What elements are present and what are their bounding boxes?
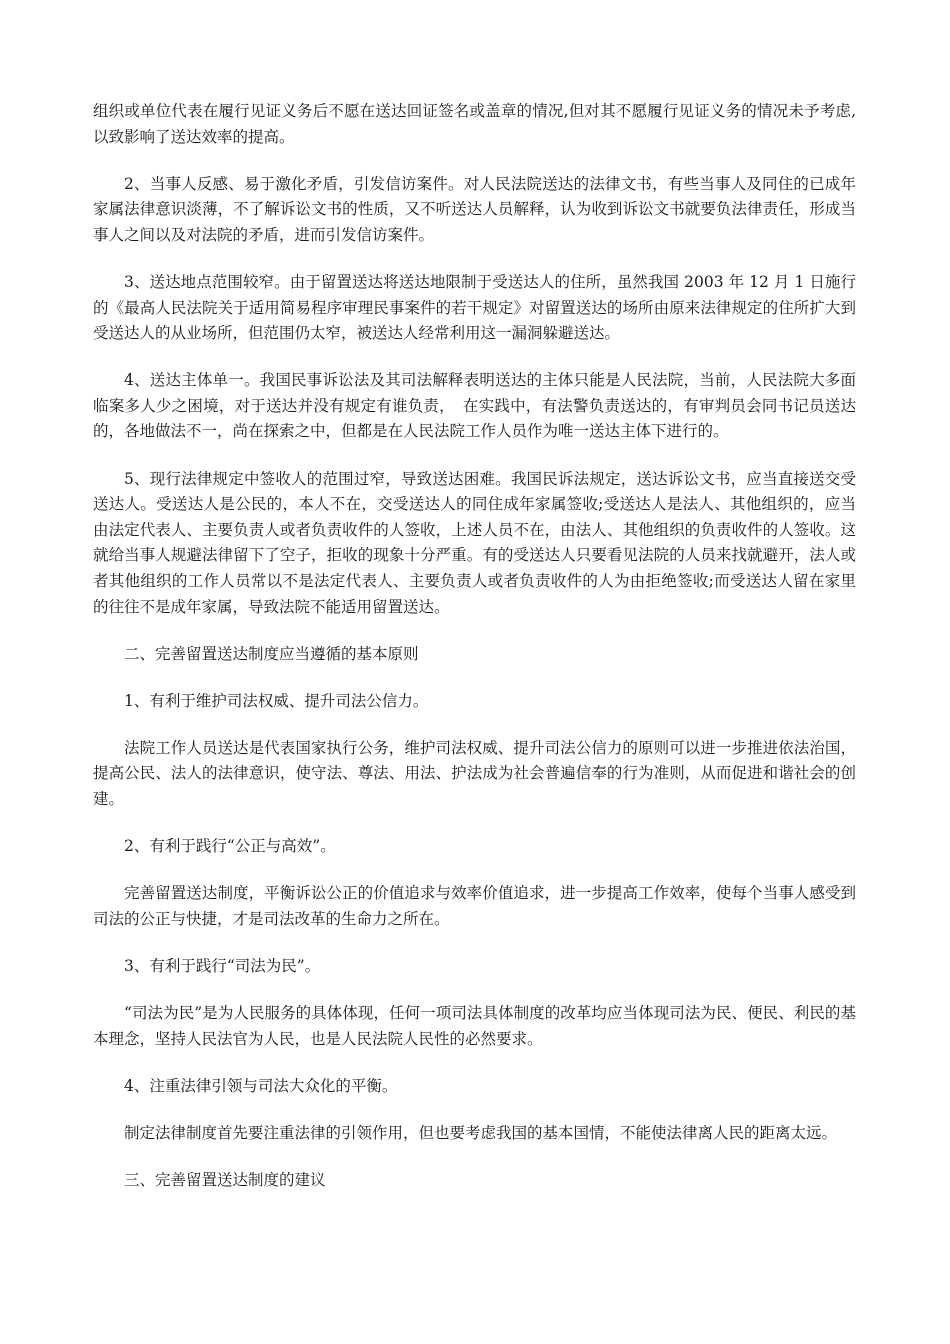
paragraph-point-5-signee: 5、现行法律规定中签收人的范围过窄，导致送达困难。我国民诉法规定，送达诉讼文书，应当直接送交受送达人。受送达人是公民的，本人不在，交受送达人的同住成年家属签收;受送达人是法人、其他组织的，应当由法定代表人、主要负责人或者负责收件的人签收，上述人员不在，由法人、其他组织的负责收件的人签收。这就给当事人规避法律留下了空子，拒收的现象十分严重。有的受送达人只要看见法院的人员来找就避开，法人或者其他组织的工作人员常以不是法定代表人、主要负责人或者负责收件的人为由拒绝签收;而受送达人留在家里的往往不是成年家属，导致法院不能适用留置送达。 — [93, 469, 856, 616]
document-page — [93, 99, 856, 1215]
principle-body-3: “司法为民”是为人民服务的具体体现，任何一项司法具体制度的改革均应当体现司法为民、便民、利民的基本理念，坚持人民法官为人民，也是人民法院人民性的必然要求。 — [93, 1003, 856, 1048]
paragraph-point-2-conflict: 2、当事人反感、易于激化矛盾，引发信访案件。对人民法院送达的法律文书，有些当事人及同住的已成年家属法律意识淡薄，不了解诉讼文书的性质，又不听送达人员解释，认为收到诉讼文书就要负法律责任，形成当事人之间以及对法院的矛盾，进而引发信访案件。 — [93, 174, 856, 244]
section-heading-suggestions: 三、完善留置送达制度的建议 — [124, 1170, 326, 1189]
principle-body-4: 制定法律制度首先要注重法律的引领作用，但也要考虑我国的基本国情，不能使法律离人民的距离太远。 — [124, 1123, 838, 1142]
paragraph-continuation: 组织或单位代表在履行见证义务后不愿在送达回证签名或盖章的情况,但对其不愿履行见证义务的情况未予考虑,以致影响了送达效率的提高。 — [93, 102, 856, 146]
principle-heading-1: 1、有利于维护司法权威、提升司法公信力。 — [124, 691, 429, 710]
principle-body-1: 法院工作人员送达是代表国家执行公务，维护司法权威、提升司法公信力的原则可以进一步推进依法治国，提高公民、法人的法律意识，使守法、尊法、用法、护法成为社会普遍信奉的行为准则，从而促进和谐社会的创建。 — [93, 738, 856, 808]
paragraph-point-3-location: 3、送达地点范围较窄。由于留置送达将送达地限制于受送达人的住所，虽然我国 2003 年 12 月 1 日施行的《最高人民法院关于适用简易程序审理民事案件的若干规定》对留置送达的场所由原来法律规定的住所扩大到受送达人的从业场所，但范围仍太窄，被送达人经常利用这一漏洞躲避送达。 — [93, 272, 856, 343]
principle-heading-2: 2、有利于践行“公正与高效”。 — [124, 837, 336, 856]
principle-heading-3: 3、有利于践行“司法为民”。 — [124, 956, 321, 975]
paragraph-point-4-subject: 4、送达主体单一。我国民事诉讼法及其司法解释表明送达的主体只能是人民法院，当前，人民法院大多面临案多人少之困境，对于送达并没有规定有谁负责， 在实践中，有法警负责送达的，有审判员会同书记员送达的，各地做法不一，尚在探索之中，但都是在人民法院工作人员作为唯一送达主体下进行的。 — [93, 371, 856, 441]
section-heading-principles: 二、完善留置送达制度应当遵循的基本原则 — [124, 644, 419, 663]
principle-heading-4: 4、注重法律引领与司法大众化的平衡。 — [124, 1076, 398, 1095]
principle-body-2: 完善留置送达制度，平衡诉讼公正的价值追求与效率价值追求，进一步提高工作效率，使每个当事人感受到司法的公正与快捷，才是司法改革的生命力之所在。 — [93, 884, 856, 928]
